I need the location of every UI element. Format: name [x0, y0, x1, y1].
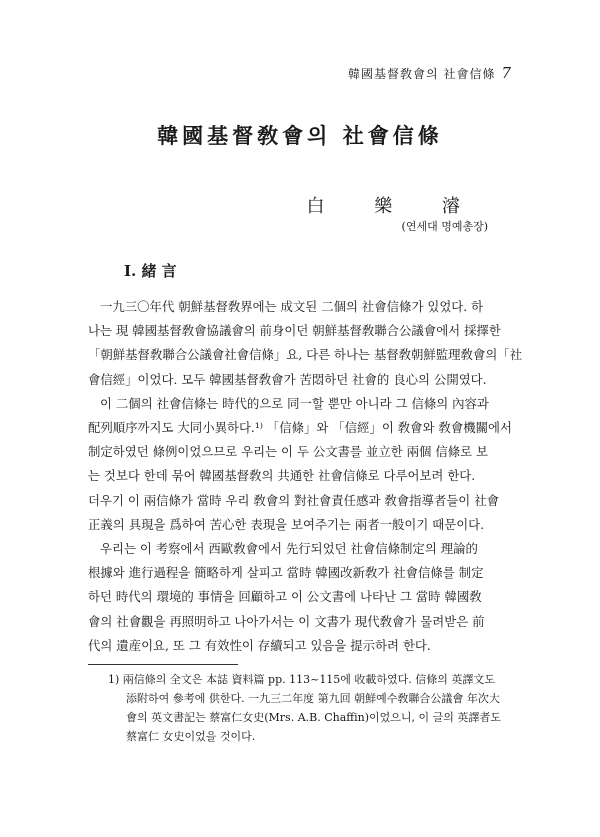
body-line: 「朝鮮基督敎聯合公議會社會信條」요, 다른 하나는 基督敎朝鮮監理敎會의「社	[88, 347, 522, 363]
body-line: 配列順序까지도 大同小異하다.¹⁾ 「信條」와 「信經」이 敎會와 敎會機關에서	[88, 420, 512, 436]
body-line: 制定하였던 條例이었으므로 우리는 이 두 公文書를 並立한 兩個 信條로 보	[88, 444, 489, 460]
body-line: 一九三〇年代 朝鮮基督敎界에는 成文된 二個의 社會信條가 있었다. 하	[100, 299, 484, 314]
body-line: 는 것보다 한데 묶어 韓國基督敎의 共通한 社會信條로 다루어보려 한다.	[88, 468, 476, 484]
footnote-line: 添附하여 參考에 供한다. 一九三二年度 第九回 朝鮮예수敎聯合公議會 年次大	[126, 692, 500, 705]
body-line: 根據와 進行過程을 簡略하게 살피고 當時 韓國改新敎가 社會信條를 制定	[88, 565, 484, 581]
body-line: 會의 社會觀을 再照明하고 나아가서는 이 文書가 現代敎會가 물려받은 前	[88, 613, 485, 629]
body-text	[88, 295, 522, 658]
author-name: 白 樂 濬	[306, 196, 482, 217]
body-line: 會信經」이었다. 모두 韓國基督敎會가 苦悶하던 社會的 良心의 公開였다.	[88, 371, 487, 387]
footnote	[108, 670, 528, 746]
footnote-line: 1) 兩信條의 全文은 本誌 資料篇 pp. 113~115에 收載하였다. 信條의 英譯文도	[108, 673, 496, 686]
section-heading: I. 緒 言	[124, 262, 177, 280]
author-affiliation: (연세대 명예총장)	[401, 220, 488, 233]
body-line: 더우기 이 兩信條가 當時 우리 敎會의 對社會責任感과 敎會指導者들이 社會	[88, 492, 499, 508]
body-line: 하던 時代의 環境的 事情을 回顧하고 이 公文書에 나타난 그 當時 韓國敎	[88, 589, 482, 605]
running-head-title: 韓國基督敎會의 社會信條	[348, 67, 496, 81]
body-line: 代의 遺産이요, 또 그 有效性이 存續되고 있음을 提示하려 한다.	[88, 637, 431, 653]
article-title: 韓國基督敎會의 社會信條	[157, 123, 443, 148]
page-number: 7	[501, 64, 512, 82]
running-head	[348, 64, 512, 82]
footnote-line: 蔡富仁 女史이었을 것이다.	[126, 730, 256, 743]
body-line: 이 二個의 社會信條는 時代的으로 同一할 뿐만 아니라 그 信條의 內容과	[100, 395, 489, 411]
footnote-line: 會의 英文書記는 蔡富仁女史(Mrs. A.B. Chaffin)이었으니, 이 글의 英譯者도	[126, 711, 501, 724]
footnote-divider	[88, 664, 238, 665]
body-line: 우리는 이 考察에서 西歐敎會에서 先行되었던 社會信條制定의 理論的	[100, 541, 478, 557]
body-line: 正義의 具現을 爲하여 苦心한 表現을 보여주기는 兩者一般이기 때문이다.	[88, 516, 485, 532]
body-line: 나는 現 韓國基督敎會協議會의 前身이던 朝鮮基督敎聯合公議會에서 採擇한	[88, 323, 501, 339]
